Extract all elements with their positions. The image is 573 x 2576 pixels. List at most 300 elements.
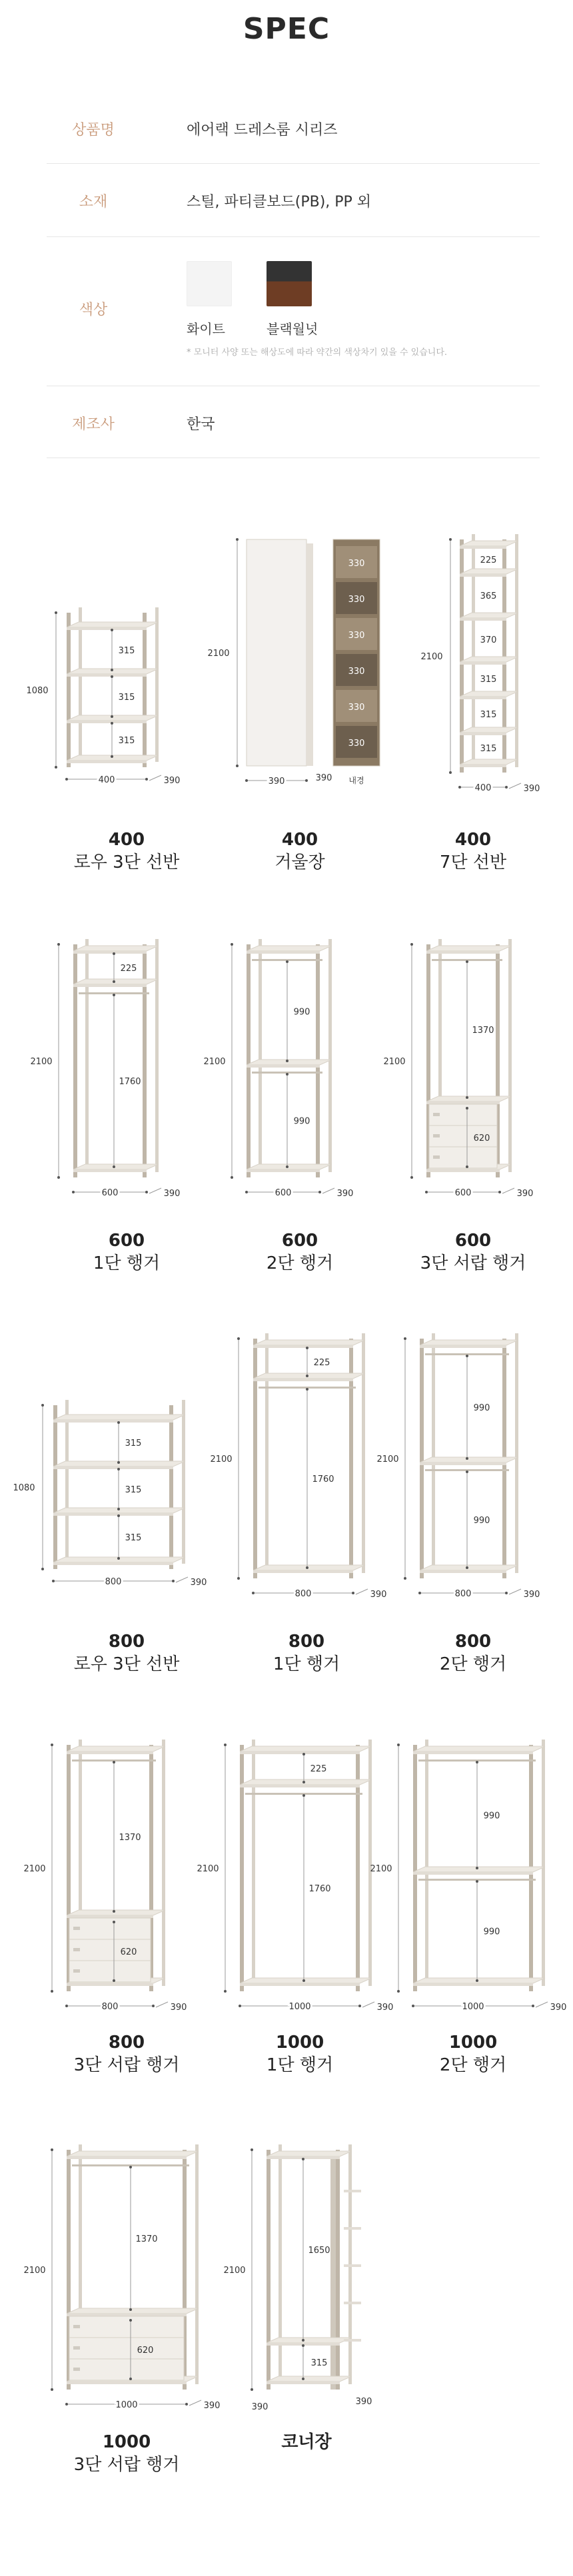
shelf-edge	[67, 2382, 187, 2384]
dimension-tick	[129, 2166, 132, 2168]
dimension-label: 2100	[210, 1454, 233, 1464]
shelf-edge	[426, 1169, 500, 1172]
dimension-tick	[404, 1577, 406, 1580]
product-width: 800	[108, 1632, 145, 1652]
dimension-tick	[449, 771, 452, 774]
dimension-tick	[231, 943, 233, 946]
dimension-label: 600	[275, 1188, 292, 1198]
dimension-tick	[111, 629, 113, 631]
dimension-tick	[306, 1347, 308, 1349]
dimension-label: 1760	[308, 1884, 331, 1894]
caption-p5	[220, 1229, 380, 1275]
dimension-line	[536, 2002, 548, 2007]
dimension-tick	[65, 778, 68, 781]
shelf	[267, 2151, 352, 2156]
shelf	[460, 657, 518, 662]
product-name: 3단 서랍 행거	[420, 1253, 526, 1273]
caption-p7	[47, 1630, 207, 1676]
shelf	[253, 1373, 365, 1379]
drawer-handle	[73, 2346, 80, 2350]
drawer-unit	[69, 1918, 151, 1982]
shelf-edge	[460, 574, 506, 577]
dimension-tick	[466, 1096, 468, 1099]
shelf	[460, 759, 518, 765]
depth-label: 390	[315, 773, 332, 783]
dimension-tick	[466, 1107, 468, 1110]
depth-label: 390	[550, 2003, 567, 2013]
dimension-label: 2100	[223, 2266, 246, 2276]
dimension-label: 2100	[370, 1864, 392, 1874]
dimension-label: 2100	[383, 1057, 406, 1067]
shelf-edge	[253, 1345, 353, 1348]
dimension-tick	[302, 1794, 305, 1797]
dimension-label: 315	[118, 693, 135, 703]
shelf-edge	[67, 721, 147, 723]
black-walnut-name: 블랙월넛	[267, 321, 318, 337]
dimension-tick	[476, 1867, 478, 1869]
product-width: 600	[108, 1231, 145, 1251]
product-width: 600	[281, 1231, 318, 1251]
shelf	[73, 1164, 159, 1169]
shelf-edge	[53, 1466, 173, 1469]
dimension-tick	[145, 778, 148, 781]
shelf-edge	[67, 1915, 153, 1918]
shelf	[240, 1978, 372, 1983]
dimension-label: 800	[454, 1589, 472, 1599]
dimension-label: 330	[348, 739, 365, 749]
dimension-tick	[306, 1388, 308, 1391]
shelf-edge	[267, 2382, 340, 2384]
back-post	[508, 939, 512, 1172]
dimension-tick	[224, 1990, 227, 1993]
product-width: 1000	[448, 2033, 498, 2053]
shelf-edge	[240, 1752, 360, 1754]
drawer-handle	[73, 1948, 80, 1951]
dimension-label: 1000	[462, 2002, 484, 2012]
dimension-tick	[458, 786, 461, 789]
front-post	[336, 2150, 340, 2390]
dimension-label: 1370	[472, 1026, 494, 1036]
inner-label: 내경	[348, 776, 364, 785]
shelf-edge	[413, 1752, 533, 1754]
depth-label: 390	[203, 2401, 221, 2411]
dimension-label: 225	[480, 555, 497, 565]
shelf	[67, 1746, 165, 1752]
dimension-line	[189, 2400, 201, 2406]
dimension-tick	[306, 1566, 308, 1569]
shelf	[420, 1340, 518, 1345]
dimension-tick	[245, 779, 248, 782]
dimension-label: 2100	[376, 1454, 399, 1464]
shelf	[67, 2308, 199, 2314]
drawer-unit	[69, 2316, 184, 2380]
side-shelf	[344, 2302, 361, 2304]
dimension-tick	[410, 943, 413, 946]
back-post	[162, 1740, 165, 1986]
depth-label: 390	[355, 2397, 372, 2407]
dimension-tick	[145, 1191, 148, 1193]
dimension-tick	[252, 1592, 255, 1594]
shelf	[426, 946, 512, 951]
front-post	[67, 613, 71, 767]
dimension-label: 365	[480, 591, 497, 601]
color-label: 색상	[79, 302, 108, 318]
dimension-tick	[302, 2378, 304, 2380]
dimension-label: 800	[294, 1589, 312, 1599]
shelf-edge	[73, 951, 147, 954]
shelf	[247, 1060, 332, 1065]
dimension-tick	[306, 1375, 308, 1377]
dimension-label: 2100	[197, 1864, 219, 1874]
caption-p6	[393, 1229, 553, 1275]
product-name: 2단 행거	[266, 1253, 334, 1273]
shelf-edge	[73, 1169, 147, 1172]
depth-label: 390	[163, 1189, 181, 1199]
side-shelf	[344, 2264, 361, 2267]
side-shelf	[344, 2227, 361, 2230]
dimension-tick	[72, 1191, 75, 1193]
product-width: 400	[108, 830, 145, 850]
product-name: 로우 3단 선반	[73, 852, 180, 872]
dimension-tick	[318, 1191, 321, 1193]
dimension-label: 330	[348, 559, 365, 569]
drawer-handle	[73, 1969, 80, 1973]
product-width: 800	[288, 1632, 325, 1652]
dimension-tick	[111, 755, 113, 758]
product-width: 코너장	[281, 2432, 332, 2452]
dimension-tick	[286, 960, 288, 963]
depth-label: 390	[370, 1590, 387, 1600]
dimension-label: 620	[120, 1947, 137, 1957]
dimension-tick	[55, 766, 57, 769]
dimension-tick	[117, 1557, 120, 1560]
shelf-edge	[460, 662, 506, 665]
white-name: 화이트	[187, 321, 225, 337]
shelf-edge	[247, 1065, 320, 1068]
dimension-tick	[412, 2005, 414, 2007]
product-name: 3단 서랍 행거	[73, 2055, 180, 2075]
dimension-line	[149, 775, 161, 781]
dimension-tick	[172, 1580, 175, 1582]
dimension-tick	[55, 611, 57, 614]
shelf-edge	[420, 1345, 506, 1348]
dimension-tick	[65, 2403, 68, 2406]
dimension-line	[176, 1577, 188, 1582]
shelf	[413, 1867, 545, 1872]
side-shelf	[344, 2190, 361, 2192]
dimension-tick	[117, 1461, 120, 1464]
dimension-tick	[57, 1176, 60, 1179]
drawer-handle	[433, 1134, 440, 1137]
shelf	[413, 1746, 545, 1752]
shelf	[420, 1457, 518, 1462]
dimension-tick	[51, 2148, 53, 2151]
shelf-edge	[460, 697, 506, 699]
dimension-tick	[286, 1165, 288, 1168]
dimension-tick	[302, 2339, 304, 2342]
dimension-tick	[449, 538, 452, 541]
dimension-tick	[302, 2158, 304, 2160]
product-label: 상품명	[72, 122, 115, 139]
dimension-tick	[113, 1910, 115, 1913]
dimension-label: 1000	[288, 2002, 311, 2012]
front-post	[240, 1745, 244, 1991]
shelf	[67, 1910, 165, 1915]
dimension-tick	[251, 2148, 253, 2151]
dimension-label: 400	[98, 775, 115, 785]
product-width: 400	[281, 830, 318, 850]
dimension-tick	[410, 1176, 413, 1179]
shelf-edge	[420, 1570, 506, 1573]
dimension-label: 620	[137, 2346, 154, 2356]
shelf-edge	[247, 951, 320, 954]
front-post	[253, 1339, 257, 1578]
dimension-line	[322, 1188, 334, 1193]
caption-p12	[393, 2031, 553, 2077]
back-post	[155, 607, 159, 762]
dimension-tick	[466, 1566, 468, 1569]
dimension-tick	[117, 1421, 120, 1424]
dimension-tick	[111, 722, 113, 725]
dimension-tick	[302, 2344, 304, 2347]
dimension-tick	[113, 952, 115, 955]
shelf-edge	[67, 761, 147, 763]
dimension-tick	[113, 1165, 115, 1168]
dimension-tick	[251, 2388, 253, 2391]
dimension-tick	[286, 1060, 288, 1062]
shelf	[253, 1565, 365, 1570]
dimension-tick	[358, 2005, 361, 2007]
depth-label: 390	[523, 784, 540, 794]
shelf	[460, 727, 518, 733]
dimension-tick	[302, 1781, 305, 1783]
depth-label: 390	[170, 2003, 187, 2013]
dimension-label: 315	[125, 1485, 142, 1495]
dimension-label: 315	[125, 1533, 142, 1543]
dimension-label: 800	[105, 1577, 122, 1587]
dimension-tick	[111, 715, 113, 718]
dimension-tick	[466, 1355, 468, 1357]
dimension-label: 330	[348, 595, 365, 605]
dimension-line	[362, 2002, 374, 2007]
back-post	[85, 939, 89, 1172]
dimension-tick	[476, 1761, 478, 1764]
dimension-label: 1650	[308, 2246, 330, 2256]
dimension-line	[149, 1188, 161, 1193]
product-name: 2단 행거	[439, 1654, 507, 1674]
shelf-edge	[413, 1872, 533, 1875]
shelf-edge	[240, 1785, 360, 1787]
dimension-label: 990	[293, 1116, 310, 1127]
material-value: 스틸, 파티클보드(PB), PP 외	[187, 194, 372, 210]
shelf-edge	[420, 1462, 506, 1465]
front-post	[413, 1745, 417, 1991]
dimension-label: 1760	[119, 1077, 141, 1087]
shelf	[267, 2376, 352, 2382]
product-name: 1단 행거	[93, 1253, 161, 1273]
dimension-label: 370	[480, 635, 497, 645]
dimension-label: 600	[454, 1188, 472, 1198]
back-post	[79, 607, 82, 762]
dimension-label: 225	[313, 1358, 330, 1368]
dimension-label: 990	[473, 1516, 490, 1526]
caption-p9	[393, 1630, 553, 1676]
dimension-tick	[305, 779, 308, 782]
dimension-tick	[113, 1761, 115, 1764]
shelf-edge	[67, 674, 147, 677]
shelf	[420, 1565, 518, 1570]
dimension-tick	[498, 1191, 501, 1193]
drawer-handle	[73, 1927, 80, 1930]
dimension-tick	[466, 1165, 468, 1168]
shelf	[460, 691, 518, 697]
dimension-tick	[476, 1880, 478, 1883]
dimension-label: 390	[268, 777, 285, 787]
caption-p1	[47, 828, 207, 874]
product-name: 2단 행거	[439, 2055, 507, 2075]
dimension-label: 600	[101, 1188, 119, 1198]
drawer-handle	[73, 2325, 80, 2328]
caption-p2	[220, 828, 380, 874]
shelf	[73, 946, 159, 951]
dimension-tick	[505, 786, 508, 789]
dimension-tick	[237, 1337, 240, 1340]
dimension-label: 990	[483, 1927, 500, 1937]
depth-label: 390	[163, 776, 181, 786]
dimension-line	[509, 1589, 521, 1594]
dimension-tick	[236, 765, 239, 767]
dimension-line	[356, 1589, 368, 1594]
dimension-line	[502, 1188, 514, 1193]
shelf-edge	[53, 1420, 173, 1423]
caption-p4	[47, 1229, 207, 1275]
depth-label: 390	[336, 1189, 354, 1199]
front-post	[267, 2150, 271, 2390]
front-post	[53, 1405, 57, 1569]
dimension-label: 330	[348, 631, 365, 641]
drawer-handle	[73, 2368, 80, 2371]
side-shelf	[344, 2339, 361, 2342]
dimension-label: 315	[310, 2358, 328, 2368]
dimension-tick	[129, 2319, 132, 2322]
dimension-label: 800	[101, 2002, 119, 2012]
dimension-tick	[113, 994, 115, 996]
dimension-tick	[476, 1979, 478, 1982]
dimension-tick	[111, 675, 113, 678]
dimension-tick	[117, 1508, 120, 1510]
shelf	[460, 613, 518, 618]
caption-p14	[227, 2431, 386, 2453]
dimension-tick	[57, 943, 60, 946]
product-width: 800	[108, 2033, 145, 2053]
shelf-edge	[67, 2156, 187, 2159]
dimension-tick	[41, 1568, 44, 1570]
product-name: 7단 선반	[439, 852, 507, 872]
dimension-tick	[129, 2308, 132, 2311]
front-post	[247, 944, 251, 1177]
shelf-edge	[73, 984, 147, 987]
dimension-label: 315	[480, 675, 497, 685]
dimension-tick	[397, 1990, 400, 1993]
depth-label: 390	[190, 1578, 207, 1588]
dimension-tick	[466, 960, 468, 963]
shelf	[73, 979, 159, 984]
dimension-tick	[236, 538, 239, 541]
shelf	[247, 946, 332, 951]
back-post	[252, 1740, 255, 1986]
product-width: 800	[454, 1632, 492, 1652]
dimension-label: 2100	[207, 649, 230, 659]
dimension-tick	[532, 2005, 534, 2007]
shelf-edge	[460, 618, 506, 621]
product-width: 1000	[102, 2432, 151, 2452]
product-name: 1단 행거	[266, 2055, 334, 2075]
dimension-tick	[51, 1744, 53, 1746]
back-post	[265, 1333, 269, 1573]
dimension-label: 990	[293, 1007, 310, 1018]
dimension-label: 2100	[420, 652, 443, 662]
dimension-tick	[41, 1404, 44, 1407]
dimension-tick	[185, 2403, 188, 2406]
page-title: SPEC	[243, 12, 330, 46]
shelf-edge	[460, 546, 506, 549]
dimension-label: 2100	[30, 1057, 53, 1067]
shelf	[460, 541, 518, 546]
back-post	[362, 1333, 365, 1573]
depth-label: 390	[376, 2003, 394, 2013]
shelf-edge	[53, 1562, 173, 1565]
back-post	[425, 1740, 428, 1986]
caption-p3	[393, 828, 553, 874]
drawer-handle	[433, 1113, 440, 1116]
shelf	[67, 622, 159, 627]
dimension-label: 1370	[135, 2234, 158, 2244]
dimension-tick	[117, 1514, 120, 1517]
origin-value: 한국	[187, 416, 215, 433]
dimension-label: 330	[348, 667, 365, 677]
dimension-label: 620	[473, 1133, 490, 1143]
back-post	[542, 1740, 545, 1986]
dimension-tick	[302, 1753, 305, 1756]
dimension-label: 315	[118, 736, 135, 746]
shelf	[413, 1978, 545, 1983]
caption-p10	[47, 2031, 207, 2077]
dimension-tick	[51, 1990, 53, 1993]
dimension-label: 315	[480, 744, 497, 754]
shelf	[247, 1164, 332, 1169]
shelf	[240, 1746, 372, 1752]
dimension-tick	[425, 1191, 428, 1193]
dimension-tick	[117, 1468, 120, 1470]
dimension-line	[509, 783, 521, 789]
dimension-label: 225	[120, 964, 137, 974]
dimension-tick	[129, 2378, 132, 2380]
color-note: * 모니터 사양 또는 해상도에 따라 약간의 색상차기 있을 수 있습니다.	[187, 348, 448, 358]
dimension-label: 2100	[203, 1057, 226, 1067]
dimension-tick	[152, 2005, 155, 2007]
product-value: 에어랙 드레스룸 시리즈	[187, 122, 338, 139]
shelf-edge	[67, 2314, 187, 2316]
dimension-tick	[237, 1577, 240, 1580]
shelf-edge	[53, 1513, 173, 1516]
dimension-tick	[245, 1191, 248, 1193]
dimension-tick	[239, 2005, 241, 2007]
caption-p11	[220, 2031, 380, 2077]
dimension-label: 2100	[23, 2266, 46, 2276]
shelf	[267, 2338, 352, 2343]
shelf	[460, 569, 518, 574]
back-post	[182, 1400, 185, 1564]
